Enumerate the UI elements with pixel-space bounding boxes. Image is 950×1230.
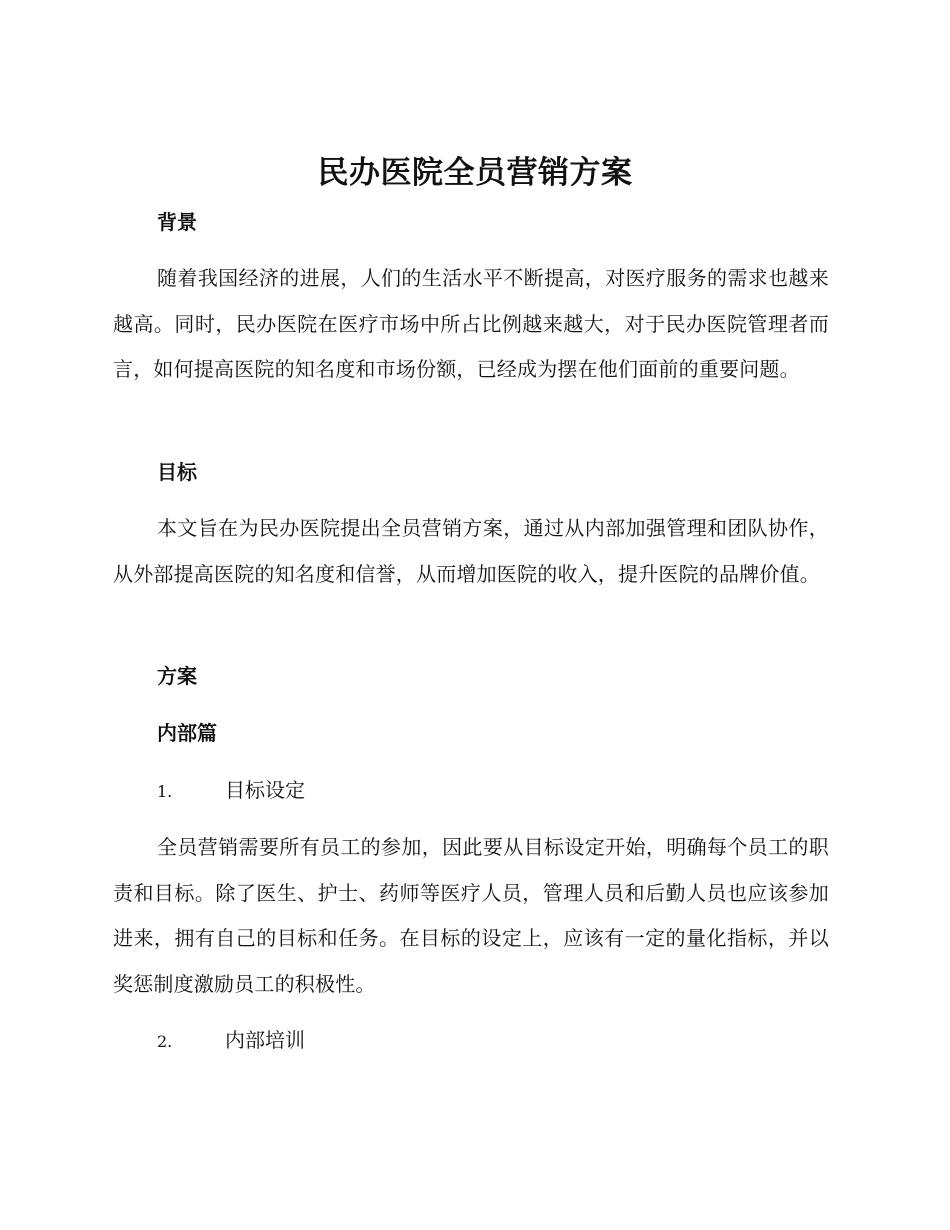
paragraph-goal-setting: 全员营销需要所有员工的参加，因此要从目标设定开始，明确每个员工的职责和目标。除了医生、护士、药师等医疗人员，管理人员和后勤人员也应该参加进来，拥有自己的目标和任务。在目标的设定上，应该有一定的量化指标，并以奖惩制度激励员工的积极性。 bbox=[113, 835, 829, 996]
list-number: 2. bbox=[157, 1032, 173, 1051]
section-heading-background: 背景 bbox=[157, 210, 197, 234]
list-label: 内部培训 bbox=[225, 1028, 305, 1052]
list-item-goal-setting bbox=[157, 775, 305, 807]
section-heading-internal: 内部篇 bbox=[157, 721, 217, 745]
document-title: 民办医院全员营销方案 bbox=[317, 155, 633, 191]
paragraph-goal: 本文旨在为民办医院提出全员营销方案，通过从内部加强管理和团队协作，从外部提高医院的知名度和信誉，从而增加医院的收入，提升医院的品牌价值。 bbox=[113, 516, 829, 586]
paragraph-background: 随着我国经济的进展，人们的生活水平不断提高，对医疗服务的需求也越来越高。同时，民办医院在医疗市场中所占比例越来越大，对于民办医院管理者而言，如何提高医院的知名度和市场份额，已经成为摆在他们面前的重要问题。 bbox=[113, 266, 829, 381]
section-heading-goal: 目标 bbox=[157, 460, 197, 484]
list-number: 1. bbox=[157, 782, 173, 801]
section-heading-plan: 方案 bbox=[157, 664, 197, 688]
list-item-internal-training bbox=[157, 1025, 305, 1057]
list-label: 目标设定 bbox=[225, 778, 305, 802]
